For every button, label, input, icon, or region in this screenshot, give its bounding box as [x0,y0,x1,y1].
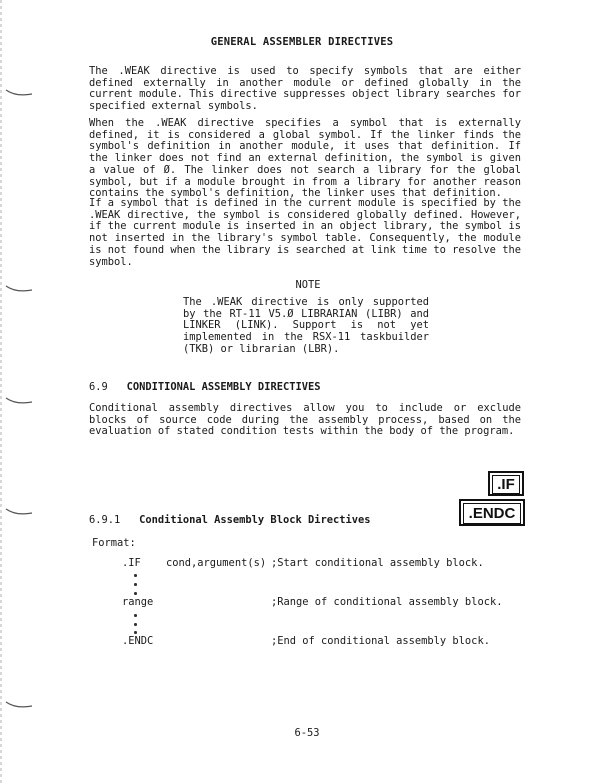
paragraph-weak-current: If a symbol that is defined in the current module is specified by the .WEAK directive, the symbol is considered globally defined. However, if the current module is inserted in an object library, the symbol is not inserted in the library's symbol table. Consequently, the module is not found when the library is searched at link time to resolve the symbol. [89,197,521,268]
format-line-if-comment: ;Start conditional assembly block. [271,557,484,569]
binder-mark [4,700,34,710]
page-edge [0,0,2,783]
binder-mark [4,396,34,406]
note-body: The .WEAK directive is only supported by the RT-11 V5.Ø LIBRARIAN (LIBR) and LINKER (LINK). Support is not yet implemented in the RSX-11 taskbuilder (TKB) or librarian (LBR). [183,296,429,355]
subsection-heading [89,514,371,526]
binder-mark [4,88,34,98]
subsection-title: Conditional Assembly Block Directives [139,514,371,526]
ellipsis-dot [134,583,137,586]
page-header: GENERAL ASSEMBLER DIRECTIVES [210,36,394,48]
format-line-if-args: cond,argument(s) [166,557,267,569]
ellipsis-dot [134,623,137,626]
format-line-endc-comment: ;End of conditional assembly block. [271,635,490,647]
format-label: Format: [92,537,136,549]
ellipsis-dot [134,592,137,595]
binder-mark [4,284,34,294]
ellipsis-dot [134,614,137,617]
page-number: 6-53 [294,727,320,739]
section-body: Conditional assembly directives allow you to include or exclude blocks of source code during the assembly process, based on the evaluation of stated condition tests within the body of the program. [89,402,521,438]
endc-tab-label: .ENDC [459,499,525,526]
ellipsis-dot [134,631,137,634]
ellipsis-dot [134,574,137,577]
paragraph-weak-external: When the .WEAK directive specifies a symbol that is externally defined, it is considered a global symbol. If the linker finds the symbol's definition in another module, it uses that definition. If the linker does not find an external definition, the symbol is given a value of Ø. The linker does not search a library for the global symbol, but if a module brought in from a library for another reason contains the symbol's definition, the linker uses that definition. [89,117,521,200]
format-line-range-comment: ;Range of conditional assembly block. [271,596,503,608]
section-title: CONDITIONAL ASSEMBLY DIRECTIVES [126,381,321,393]
subsection-number: 6.9.1 [89,514,121,526]
format-line-endc-directive: .ENDC [122,635,154,647]
binder-mark [4,507,34,517]
paragraph-weak-intro: The .WEAK directive is used to specify symbols that are either defined externally in another module or defined globally in the current module. This directive suppresses object library searches for specified external symbols. [89,65,521,113]
if-tab-label: .IF [488,471,524,496]
section-number: 6.9 [89,381,108,393]
note-title: NOTE [295,279,321,291]
format-line-range-directive: range [122,596,154,608]
section-heading [89,381,321,393]
format-line-if-directive: .IF [122,557,141,569]
